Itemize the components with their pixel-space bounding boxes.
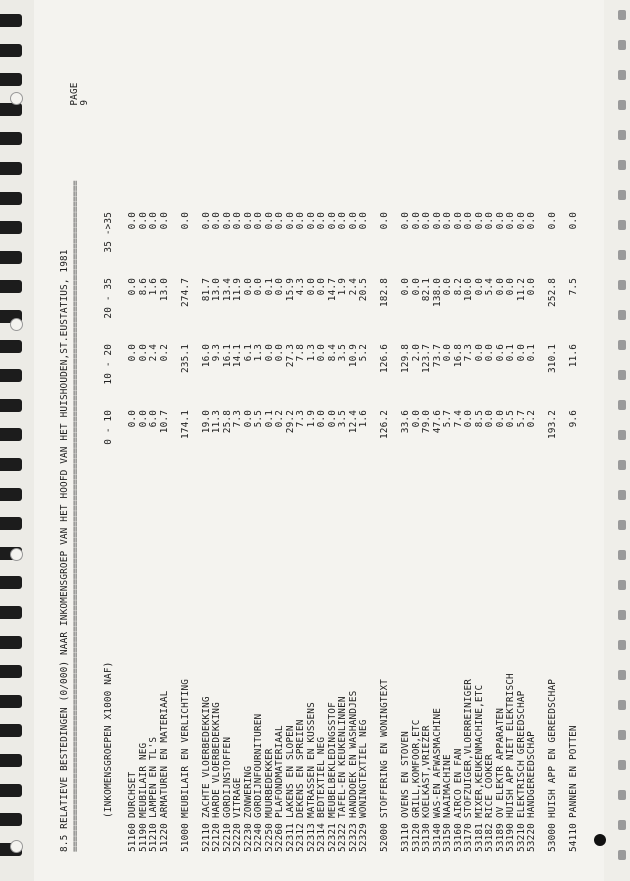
value-cell: 0.0: [400, 212, 411, 230]
value-cell: 0.0: [305, 212, 317, 230]
value-cell: 0.0: [242, 410, 254, 428]
value-cell: 0.0: [211, 212, 222, 230]
value-cell: 0.0: [242, 212, 254, 230]
category-name: PLAFONDMATERIAAL: [274, 725, 285, 818]
value-cell: 0.0: [284, 212, 296, 230]
binding-hole: [0, 44, 22, 57]
value-cell: 0.0: [526, 278, 537, 296]
value-cell: 5.7: [442, 410, 453, 428]
category-code: 52314: [316, 823, 327, 852]
value-cell: 10.0: [463, 278, 474, 302]
category-code: 52240: [253, 823, 264, 852]
value-cell: 0.0: [473, 278, 485, 296]
edge-hole: [618, 10, 626, 20]
value-cell: 0.0: [410, 410, 422, 428]
value-cell: 0.1: [263, 410, 275, 428]
binding-hole: [0, 517, 22, 530]
value-cell: 0.0: [505, 212, 516, 230]
page-number: 9: [79, 99, 90, 106]
value-cell: 0.0: [305, 278, 317, 296]
value-cell: 0.0: [127, 410, 138, 428]
value-cell: 2.4: [148, 344, 159, 362]
binding-hole: [0, 695, 22, 708]
value-cell: 5.2: [358, 344, 369, 362]
edge-hole: [618, 460, 626, 470]
report-title-line: [59, 82, 90, 852]
category-name: MEUBILAIR EN VERLICHTING: [179, 678, 191, 818]
edge-hole: [618, 250, 626, 260]
edge-hole: [618, 790, 626, 800]
value-cell: 9.3: [211, 344, 222, 362]
category-code: 53000: [547, 823, 558, 852]
value-cell: 81.7: [200, 278, 212, 302]
category-code: 53110: [400, 823, 411, 852]
category-code: 53120: [410, 823, 422, 852]
value-cell: 0.0: [547, 212, 558, 230]
binding-hole: [0, 458, 22, 471]
value-cell: 0.0: [137, 344, 149, 362]
category-code: 53140: [431, 823, 443, 852]
column-header: 0 - 10: [103, 410, 114, 445]
value-cell: 16.1: [221, 344, 233, 368]
right-page-edge: [604, 0, 630, 881]
value-cell: 0.0: [568, 212, 579, 230]
value-cell: 0.0: [232, 212, 243, 230]
value-cell: 0.1: [505, 344, 516, 362]
value-cell: 0.0: [263, 344, 275, 362]
value-cell: 0.0: [431, 212, 443, 230]
category-code: 51210: [148, 823, 159, 852]
value-cell: 3.5: [337, 410, 348, 428]
value-cell: 174.1: [179, 410, 191, 439]
edge-hole: [618, 730, 626, 740]
value-cell: 1.3: [253, 344, 264, 362]
value-cell: 0.0: [274, 212, 285, 230]
value-cell: 0.0: [326, 212, 338, 230]
value-cell: 0.0: [442, 344, 453, 362]
value-cell: 126.2: [379, 410, 390, 439]
category-code: 52313: [305, 823, 317, 852]
value-cell: 0.0: [148, 212, 159, 230]
value-cell: 0.0: [274, 344, 285, 362]
value-cell: 0.0: [442, 278, 453, 296]
value-cell: 182.8: [379, 278, 390, 307]
category-name: WAS-EN AFWASMACHINE: [431, 707, 443, 818]
value-cell: 0.0: [274, 278, 285, 296]
binding-hole: [0, 369, 22, 382]
page-label: PAGE: [69, 82, 80, 106]
value-cell: 0.0: [242, 278, 254, 296]
binding-hole: [0, 132, 22, 145]
value-cell: 9.6: [568, 410, 579, 428]
edge-hole: [618, 610, 626, 620]
punch-ring: [10, 92, 23, 105]
value-cell: 79.0: [421, 410, 432, 434]
report-title: 8.5 RELATIEVE BESTEDINGEN (0/000) NAAR INKOMENSGROEP VAN HET HOOFD VAN HET HUISHOUDEN,ST.EUSTATIUS, 1981: [59, 249, 70, 852]
value-cell: 138.0: [431, 278, 443, 307]
value-cell: 0.0: [463, 212, 474, 230]
value-cell: 5.5: [253, 410, 264, 428]
column-header: 10 - 20: [103, 344, 114, 385]
edge-hole: [618, 850, 626, 860]
value-cell: 0.0: [127, 212, 138, 230]
value-cell: 8.6: [137, 278, 149, 296]
rotated-printout: [59, 22, 579, 852]
value-cell: 0.0: [505, 278, 516, 296]
value-cell: 1.9: [337, 278, 348, 296]
value-cell: 0.0: [326, 410, 338, 428]
binding-hole: [0, 251, 22, 264]
category-code: 52323: [347, 823, 359, 852]
value-cell: 1.6: [358, 410, 369, 428]
value-cell: 0.0: [221, 212, 233, 230]
binding-hole: [0, 754, 22, 767]
edge-hole: [618, 370, 626, 380]
value-cell: 252.8: [547, 278, 558, 307]
value-cell: 0.2: [274, 410, 285, 428]
category-name: HANDGEREEDSCHAP: [526, 731, 537, 818]
value-cell: 0.0: [316, 410, 327, 428]
edge-hole: [618, 130, 626, 140]
category-name: STOFFERING EN WONINGTEXT: [379, 678, 390, 818]
value-cell: 235.1: [179, 344, 191, 373]
category-code: 51190: [137, 823, 149, 852]
value-cell: 15.9: [284, 278, 296, 302]
value-cell: 0.0: [410, 212, 422, 230]
category-code: 53189: [494, 823, 506, 852]
value-cell: 4.3: [295, 278, 306, 296]
category-code: 52120: [211, 823, 222, 852]
value-cell: 0.0: [484, 410, 495, 428]
category-code: 52322: [337, 823, 348, 852]
category-name: MATRASSEN EN KUSSENS: [305, 702, 317, 818]
value-cell: 0.0: [253, 212, 264, 230]
value-cell: 82.1: [421, 278, 432, 302]
edge-hole: [618, 640, 626, 650]
edge-hole: [618, 340, 626, 350]
binding-hole: [0, 162, 22, 175]
category-name: TAFEL-EN KEUKENLINNEN: [337, 696, 348, 818]
binding-hole: [0, 724, 22, 737]
value-cell: 0.0: [484, 212, 495, 230]
value-cell: 0.1: [526, 344, 537, 362]
value-cell: 11.2: [515, 278, 527, 302]
value-cell: 11.9: [232, 278, 243, 302]
value-cell: 8.5: [473, 410, 485, 428]
edge-hole: [618, 490, 626, 500]
value-cell: 47.6: [431, 410, 443, 434]
category-name: MIXER,KEUKENMACHINE,ETC: [473, 684, 485, 818]
value-cell: 0.0: [494, 212, 506, 230]
category-code: 53182: [484, 823, 495, 852]
category-name: OVENS EN STOVEN: [400, 731, 411, 818]
value-cell: 29.2: [284, 410, 296, 434]
value-cell: 0.0: [137, 212, 149, 230]
binding-hole: [0, 665, 22, 678]
category-name: OV ELEKTR APPARATEN: [494, 707, 506, 818]
value-cell: 0.0: [410, 278, 422, 296]
value-cell: 10.7: [158, 410, 170, 434]
value-cell: 19.0: [200, 410, 212, 434]
value-cell: 14.1: [232, 344, 243, 368]
value-cell: 7.8: [295, 344, 306, 362]
value-cell: 10.9: [347, 344, 359, 368]
value-cell: 2.0: [410, 344, 422, 362]
edge-hole: [618, 310, 626, 320]
value-cell: 0.0: [337, 212, 348, 230]
edge-hole: [618, 40, 626, 50]
value-cell: 20.5: [358, 278, 369, 302]
category-name: DURCHSET: [127, 771, 138, 818]
value-cell: 0.6: [494, 344, 506, 362]
edge-hole: [618, 160, 626, 170]
value-cell: 0.0: [526, 212, 537, 230]
binding-hole: [0, 192, 22, 205]
edge-hole: [618, 430, 626, 440]
category-name: BEDTEXTIEL NEG: [316, 736, 327, 818]
category-name: NAAIMACHINE: [442, 754, 453, 818]
category-code: 53220: [526, 823, 537, 852]
binding-hole: [0, 280, 22, 293]
edge-hole: [618, 700, 626, 710]
value-cell: 0.5: [505, 410, 516, 428]
category-name: MUURBEDEKKER: [263, 748, 275, 818]
category-code: 52321: [326, 823, 338, 852]
category-code: 52000: [379, 823, 390, 852]
value-cell: 0.0: [316, 344, 327, 362]
category-code: 53190: [505, 823, 516, 852]
value-cell: 16.8: [452, 344, 464, 368]
category-name: GORDIJNSTOFFEN: [221, 736, 233, 818]
value-cell: 0.0: [263, 212, 275, 230]
edge-hole: [618, 100, 626, 110]
value-cell: 6.1: [242, 344, 254, 362]
value-cell: 12.4: [347, 410, 359, 434]
value-cell: 0.0: [379, 212, 390, 230]
category-name: HARDE VLOERBEDEKKING: [211, 702, 222, 818]
value-cell: 0.0: [200, 212, 212, 230]
value-cell: 0.0: [515, 212, 527, 230]
edge-hole: [618, 820, 626, 830]
value-cell: 2.4: [347, 278, 359, 296]
binding-hole: [0, 488, 22, 501]
value-cell: 0.0: [442, 212, 453, 230]
punch-ring: [10, 318, 23, 331]
category-name: STOFZUIGER,VLOERREINIGER: [463, 678, 474, 818]
value-cell: 0.0: [295, 212, 306, 230]
category-code: 53181: [473, 823, 485, 852]
category-name: LAMPEN EN TL'S: [148, 736, 159, 818]
edge-hole: [618, 550, 626, 560]
category-code: 52311: [284, 823, 296, 852]
value-cell: 0.0: [253, 278, 264, 296]
binding-hole: [0, 73, 22, 86]
value-cell: 13.0: [211, 278, 222, 302]
punch-ring: [10, 548, 23, 561]
column-header-row: [103, 212, 114, 852]
value-cell: 0.0: [179, 212, 191, 230]
value-cell: 0.0: [452, 212, 464, 230]
value-cell: 7.3: [463, 344, 474, 362]
category-name: ZACHTE VLOERBEDEKKING: [200, 696, 212, 818]
value-cell: 0.0: [494, 410, 506, 428]
category-name: GRILL,KOMFOOR,ETC: [410, 719, 422, 818]
value-cell: 13.0: [158, 278, 170, 302]
value-cell: 126.6: [379, 344, 390, 373]
category-name: GORDIJNFOURNITUREN: [253, 713, 264, 818]
binding-hole: [0, 340, 22, 353]
category-code: 51160: [127, 823, 138, 852]
ink-dot: [594, 834, 606, 846]
value-cell: 0.0: [158, 212, 170, 230]
value-cell: 0.0: [421, 212, 432, 230]
category-name: ARMATUREN EN MATERIAAL: [158, 690, 170, 818]
edge-hole: [618, 670, 626, 680]
category-code: 52260: [274, 823, 285, 852]
value-cell: 193.2: [547, 410, 558, 439]
edge-hole: [618, 70, 626, 80]
category-name: PANNEN EN POTTEN: [568, 725, 579, 818]
category-code: 53150: [442, 823, 453, 852]
value-cell: 0.0: [127, 344, 138, 362]
binding-hole: [0, 14, 22, 27]
value-cell: 274.7: [179, 278, 191, 307]
value-cell: 27.3: [284, 344, 296, 368]
binding-hole: [0, 221, 22, 234]
category-name: HUISH APP EN GEREEDSCHAP: [547, 678, 558, 818]
edge-hole: [618, 580, 626, 590]
category-code: 53210: [515, 823, 527, 852]
income-group-label: (INKOMENSGROEPEN X1000 NAF): [103, 661, 114, 818]
value-cell: 5.7: [515, 410, 527, 428]
value-cell: 129.8: [400, 344, 411, 373]
value-cell: 6.0: [148, 410, 159, 428]
value-cell: 0.0: [347, 212, 359, 230]
category-code: 52220: [232, 823, 243, 852]
binding-hole: [0, 399, 22, 412]
category-code: 52210: [221, 823, 233, 852]
value-cell: 73.7: [431, 344, 443, 368]
value-cell: 11.3: [211, 410, 222, 434]
value-cell: 13.4: [221, 278, 233, 302]
value-cell: 1.3: [305, 344, 317, 362]
category-code: 52250: [263, 823, 275, 852]
edge-hole: [618, 220, 626, 230]
punch-ring: [10, 840, 23, 853]
title-rule: [70, 180, 81, 852]
category-code: 52312: [295, 823, 306, 852]
value-cell: 0.2: [158, 344, 170, 362]
binding-hole: [0, 636, 22, 649]
edge-hole: [618, 400, 626, 410]
category-code: 53170: [463, 823, 474, 852]
binding-hole: [0, 784, 22, 797]
category-code: 54110: [568, 823, 579, 852]
value-cell: 7.4: [452, 410, 464, 428]
value-cell: 3.5: [337, 344, 348, 362]
binding-hole: [0, 606, 22, 619]
category-name: MEUBILAIR NEG: [137, 742, 149, 818]
value-cell: 0.0: [473, 344, 485, 362]
category-name: MEUBELBEKLEDINGSSTOF: [326, 702, 338, 818]
category-name: HANDDOEK EN WASHANDJES: [347, 690, 359, 818]
binding-hole: [0, 576, 22, 589]
category-code: 52110: [200, 823, 212, 852]
category-code: 53160: [452, 823, 464, 852]
category-code: 52230: [242, 823, 254, 852]
value-cell: 14.7: [326, 278, 338, 302]
category-name: ELEKTRISCH GEREEDSCHAP: [515, 690, 527, 818]
value-cell: 310.1: [547, 344, 558, 373]
category-code: 51220: [158, 823, 170, 852]
value-cell: 0.1: [263, 278, 275, 296]
value-cell: 7.5: [568, 278, 579, 296]
category-name: AIRCO EN FAN: [452, 748, 464, 818]
value-cell: 1.6: [148, 278, 159, 296]
category-name: RICE COOKER: [484, 754, 495, 818]
column-header: 35 ->35: [103, 212, 114, 253]
value-cell: 5.4: [484, 278, 495, 296]
value-cell: 16.0: [200, 344, 212, 368]
value-cell: 8.2: [452, 278, 464, 296]
value-cell: 8.4: [326, 344, 338, 362]
edge-hole: [618, 520, 626, 530]
binding-hole: [0, 103, 22, 116]
value-cell: 0.0: [473, 212, 485, 230]
value-cell: 11.6: [568, 344, 579, 368]
value-cell: 0.0: [316, 212, 327, 230]
edge-hole: [618, 760, 626, 770]
value-cell: 25.8: [221, 410, 233, 434]
category-name: LAKENS EN SLOPEN: [284, 725, 296, 818]
value-cell: 0.0: [515, 344, 527, 362]
category-name: DEKENS EN SPREIEN: [295, 719, 306, 818]
category-code: 53130: [421, 823, 432, 852]
edge-hole: [618, 190, 626, 200]
binding-hole: [0, 813, 22, 826]
category-code: 51000: [179, 823, 191, 852]
value-cell: 0.0: [316, 278, 327, 296]
category-name: HUISH APP NIET ELEKTRISCH: [505, 673, 516, 818]
column-header: 20 - 35: [103, 278, 114, 319]
value-cell: 0.0: [137, 410, 149, 428]
value-cell: 0.0: [400, 278, 411, 296]
category-name: WONINGTEXTIEL NEG: [358, 719, 369, 818]
category-name: ZONWERING: [242, 765, 254, 818]
value-cell: 0.2: [526, 410, 537, 428]
value-cell: 33.6: [400, 410, 411, 434]
category-name: VITRAGE: [232, 777, 243, 818]
rule-text: ================================================================================================================================: [70, 180, 81, 852]
value-cell: 0.0: [494, 278, 506, 296]
value-cell: 1.9: [305, 410, 317, 428]
value-cell: 0.0: [358, 212, 369, 230]
value-cell: 0.0: [127, 278, 138, 296]
category-name: KOELKAST,VRIEZER: [421, 725, 432, 818]
category-code: 52329: [358, 823, 369, 852]
value-cell: 123.7: [421, 344, 432, 373]
value-cell: 7.3: [232, 410, 243, 428]
binding-hole: [0, 428, 22, 441]
value-cell: 7.3: [295, 410, 306, 428]
value-cell: 0.0: [463, 410, 474, 428]
value-cell: 0.0: [484, 344, 495, 362]
edge-hole: [618, 280, 626, 290]
